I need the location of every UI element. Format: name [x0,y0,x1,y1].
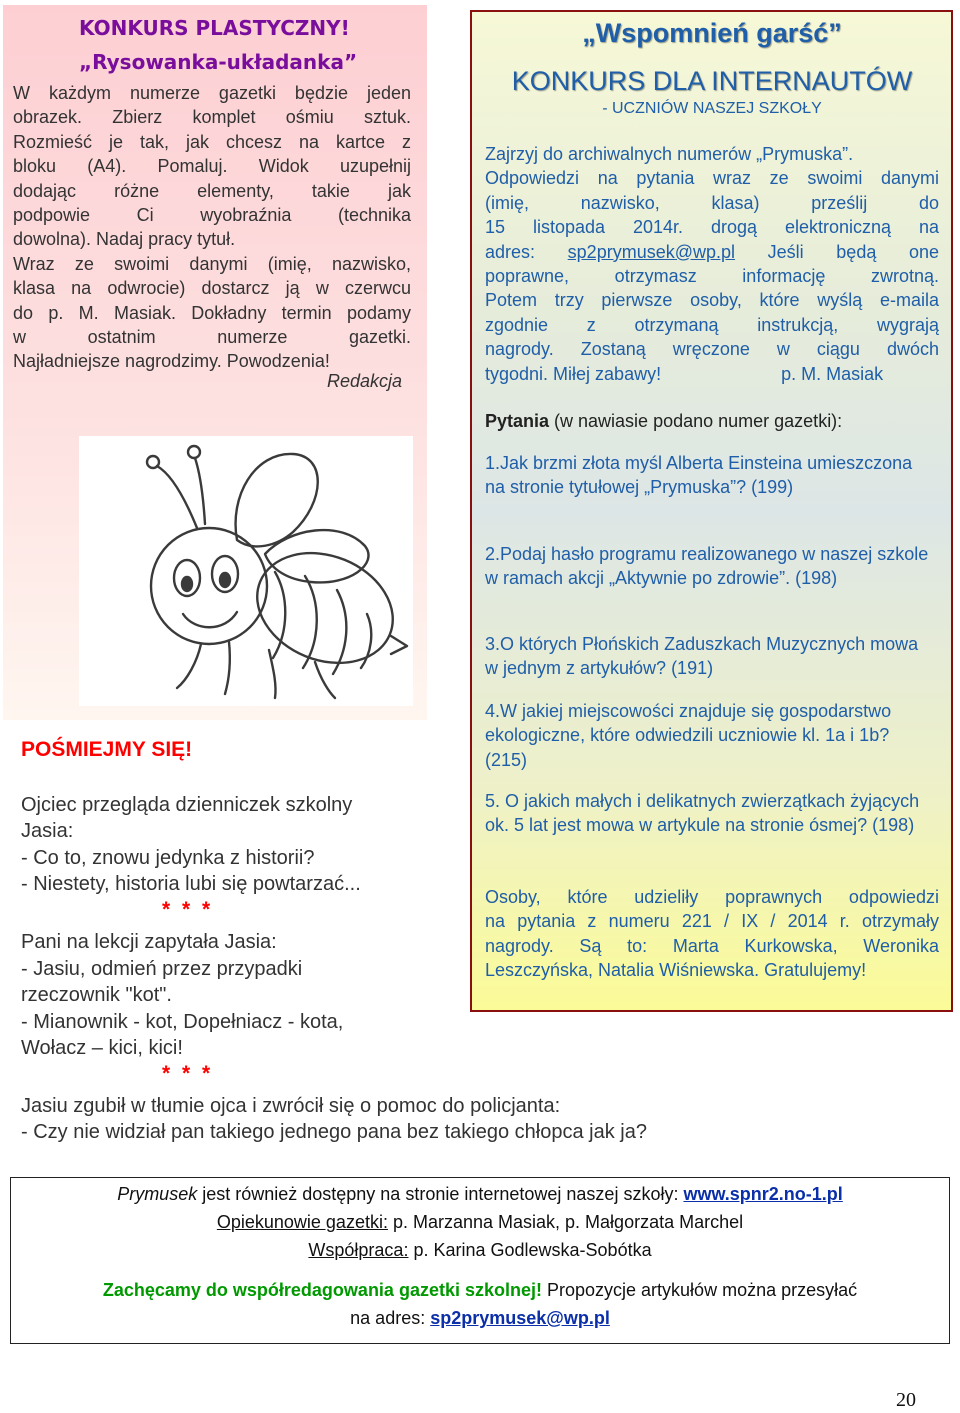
newspaper-name: Prymusek [117,1184,198,1204]
text-line [485,240,939,264]
text-line: (imię, nazwisko, klasa) prześlij do [485,192,939,213]
joke-line: Ojciec przegląda dzienniczek szkolny [21,794,353,816]
text-fragment: Jeśli będą one [767,241,939,262]
question-item: 1.Jak brzmi złota myśl Alberta Einsteina umieszczona na stronie tytułowej „Prymuska”? (199) [485,453,913,498]
footer-line [10,1212,950,1233]
text-line: poprawne, otrzymasz informację zwrotną. [485,266,939,287]
text-line: podpowie Ci wyobraźnia (technika [13,205,411,226]
internet-contest-subheading: - UCZNIÓW NASZEJ SZKOŁY [602,100,822,117]
text-line [485,362,939,386]
joke-line: - Mianownik - kot, Dopełniacz - kota, [21,1011,344,1033]
question-item: 3.O których Płońskich Zaduszkach Muzycznych mowa w jednym z artykułów? (191) [485,634,919,679]
joke-line: Jasia: [21,820,74,842]
text-line: Osoby, które udzieliły poprawnych odpowiedzi [485,887,939,907]
text-line: nagrody. Są to: Marta Kurkowska, Weronika [485,935,939,956]
text-line: Najładniejsze nagrodzimy. Powodzenia! [13,351,330,372]
text-line: Leszczyńska, Natalia Wiśniewska. Gratulujemy! [485,960,867,981]
footer-line [10,1184,950,1205]
footer-line [10,1308,950,1329]
school-website-link[interactable]: www.spnr2.no-1.pl [683,1184,843,1204]
text-line: w ostatnim numerze gazetki. [13,327,411,348]
joke-line: - Co to, znowu jedynka z historii? [21,847,315,869]
quiz-author: p. M. Masiak [781,363,884,384]
text-line: Odpowiedzi na pytania wraz ze swoimi danymi [485,168,939,189]
text-line: na pytania z numeru 221 / IX / 2014 r. otrzymały [485,911,939,932]
text-line: 15 listopada 2014r. drogą elektroniczną na [485,217,939,238]
text-line: Rozmieść je tak, jak chcesz na kartce z [13,131,411,152]
joke-line: - Niestety, historia lubi się powtarzać... [21,873,361,895]
jokes-heading: POŚMIEJMY SIĘ! [21,738,193,761]
art-contest-signature: Redakcja [327,371,403,391]
text-line: bloku (A4). Pomaluj. Widok uzupełnij [13,156,411,177]
editors-label: Opiekunowie gazetki: [216,1212,388,1232]
joke-separator: * * * [162,1062,214,1085]
questions-label-bold: Pytania [485,411,550,431]
question-item: 2.Podaj hasło programu realizowanego w naszej szkole w ramach akcji „Aktywnie po zdrowie”. (198) [485,544,929,589]
footer-line [10,1240,950,1261]
text-fragment: tygodni. Miłej zabawy! [485,363,662,384]
footer-text: na adres: [350,1308,431,1328]
text-line: zgodnie z otrzymaną instrukcją, wygrają [485,314,939,335]
cooperation-label: Współpraca: [308,1240,409,1260]
address-label: adres: [485,241,536,262]
question-item: 4.W jakiej miejscowości znajduje się gospodarstwo ekologiczne, które odwiedzili uczniowie kl. 1a i 1b? (215) [485,701,892,770]
text-line: W każdym numerze gazetki będzie jeden [13,83,411,103]
footer-line [10,1280,950,1301]
joke-line: Jasiu zgubił w tłumie ojca i zwrócił się o pomoc do policjanta: [21,1095,561,1117]
internet-contest-heading: KONKURS DLA INTERNAUTÓW [511,66,913,96]
footer-email-link[interactable]: sp2prymusek@wp.pl [430,1308,610,1328]
text-line: klasa na odwrocie) dostarcz ją w czerwcu [13,278,411,299]
art-contest-title: KONKURS PLASTYCZNY! [79,16,350,40]
footer-text: p. Marzanna Masiak, p. Małgorzata Marchel [387,1212,744,1232]
internet-contest-title: „Wspomnień garść” [582,18,842,48]
invitation-text: Zachęcamy do współredagowania gazetki szkolnej! [102,1280,542,1300]
joke-separator: * * * [162,898,214,921]
art-contest-subtitle: „Rysowanka-układanka” [79,50,358,74]
art-contest-description [13,81,411,374]
footer-text: jest również dostępny na stronie internetowej naszej szkoły: [197,1184,684,1204]
text-line: nagrody. Zostaną wręczone w ciągu dwóch [485,339,939,360]
question-item: 5. O jakich małych i delikatnych zwierzątkach żyjących ok. 5 lat jest mowa w artykule na stronie ósmej? (198) [485,791,920,836]
questions-label-rest: (w nawiasie podano numer gazetki): [549,411,843,431]
page-number: 20 [896,1389,916,1411]
email-link[interactable]: sp2prymusek@wp.pl [567,241,736,262]
text-line: do p. M. Masiak. Dokładny termin podamy [13,302,411,323]
text-line: obrazek. Zbierz komplet ośmiu sztuk. [13,107,411,128]
footer-text: p. Karina Godlewska-Sobótka [408,1240,652,1260]
text-line: Potem trzy pierwsze osoby, które wyślą e-maila [485,290,939,311]
winners-announcement [485,885,939,983]
questions-label [485,409,935,433]
text-line: Wraz ze swoimi danymi (imię, nazwisko, [13,253,411,274]
footer-text: Propozycje artykułów można przesyłać [542,1280,858,1300]
joke-line: rzeczownik "kot". [21,984,172,1006]
joke-line: - Czy nie widział pan takiego jednego pana bez takiego chłopca jak ja? [21,1121,647,1143]
internet-contest-instructions [485,142,939,386]
text-line: Zajrzyj do archiwalnych numerów „Prymuska”. [485,144,854,164]
joke-line: - Jasiu, odmień przez przypadki [21,958,303,980]
bee-coloring-icon [79,436,413,706]
text-line: dodając różne elementy, takie jak [13,180,411,201]
joke-line: Wołacz – kici, kici! [21,1037,183,1059]
text-line: dowolna). Nadaj pracy tytuł. [13,229,236,250]
joke-line: Pani na lekcji zapytała Jasia: [21,931,277,953]
